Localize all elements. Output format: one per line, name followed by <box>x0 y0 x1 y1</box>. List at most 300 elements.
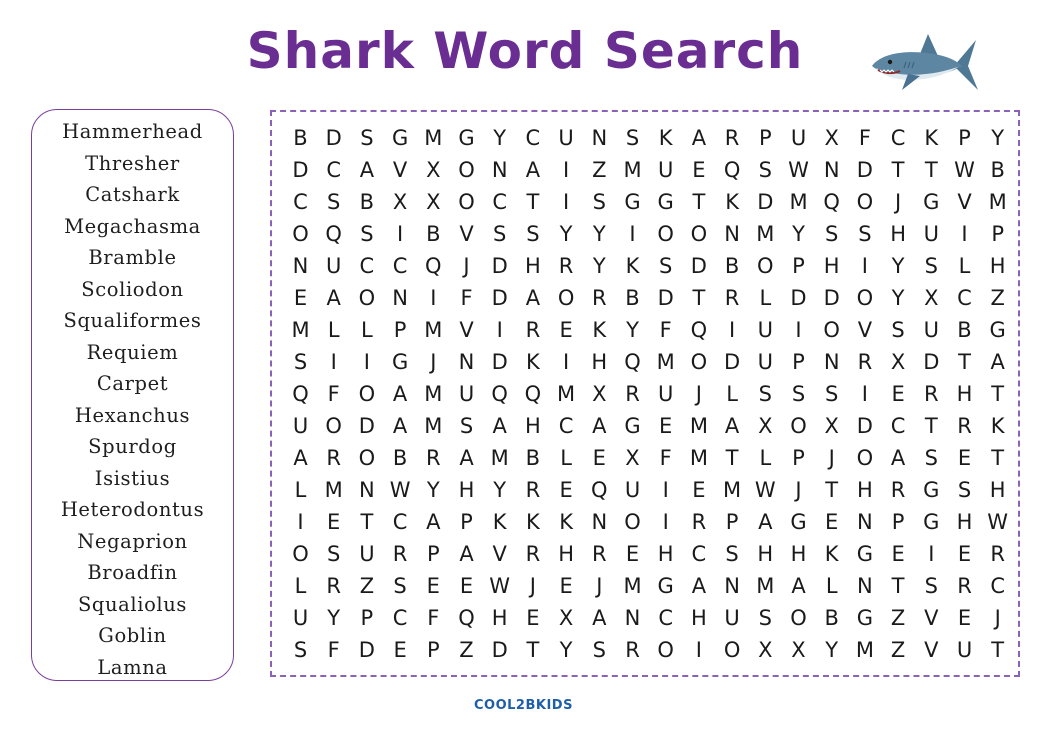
grid-letter[interactable]: O <box>757 254 774 278</box>
grid-letter[interactable]: G <box>657 574 674 598</box>
grid-letter[interactable]: T <box>991 446 1005 470</box>
grid-letter[interactable]: A <box>392 382 408 406</box>
grid-letter[interactable]: E <box>825 510 839 534</box>
grid-letter[interactable]: R <box>890 478 906 502</box>
grid-letter[interactable]: R <box>957 414 972 438</box>
grid-letter[interactable]: A <box>359 158 375 182</box>
grid-letter[interactable]: A <box>592 414 607 438</box>
grid-letter[interactable]: F <box>659 446 672 470</box>
grid-letter[interactable]: E <box>293 286 308 310</box>
grid-letter[interactable]: F <box>327 638 340 662</box>
grid-letter[interactable]: D <box>491 638 508 662</box>
grid-letter[interactable]: Q <box>524 382 542 406</box>
grid-letter[interactable]: Q <box>491 382 508 406</box>
grid-letter[interactable]: E <box>526 606 540 630</box>
grid-letter[interactable]: D <box>757 190 774 214</box>
grid-letter[interactable]: M <box>424 318 443 342</box>
grid-letter[interactable]: G <box>657 190 674 214</box>
grid-letter[interactable]: G <box>856 606 874 630</box>
grid-letter[interactable]: R <box>326 574 341 598</box>
grid-letter[interactable]: Q <box>325 222 342 246</box>
grid-letter[interactable]: S <box>758 382 772 406</box>
grid-letter[interactable]: O <box>856 190 874 214</box>
grid-letter[interactable]: B <box>990 158 1005 182</box>
grid-letter[interactable]: T <box>526 638 540 662</box>
grid-letter[interactable]: X <box>558 606 574 630</box>
grid-letter[interactable]: K <box>824 542 839 566</box>
grid-letter[interactable]: M <box>557 382 576 406</box>
grid-letter[interactable]: I <box>297 510 304 534</box>
grid-letter[interactable]: S <box>924 446 938 470</box>
grid-letter[interactable]: S <box>327 542 341 566</box>
grid-letter[interactable]: U <box>790 126 807 150</box>
grid-letter[interactable]: C <box>293 190 308 214</box>
grid-letter[interactable]: L <box>759 286 772 310</box>
grid-letter[interactable]: T <box>891 158 905 182</box>
grid-letter[interactable]: H <box>690 606 707 630</box>
grid-letter[interactable]: T <box>924 158 938 182</box>
grid-letter[interactable]: S <box>360 126 374 150</box>
grid-letter[interactable]: I <box>430 286 437 310</box>
grid-letter[interactable]: D <box>724 350 741 374</box>
grid-letter[interactable]: A <box>758 510 773 534</box>
grid-letter[interactable]: S <box>758 158 772 182</box>
grid-letter[interactable]: X <box>392 190 408 214</box>
grid-letter[interactable]: Q <box>292 382 309 406</box>
grid-letter[interactable]: T <box>924 414 938 438</box>
grid-letter[interactable]: C <box>359 254 375 278</box>
grid-letter[interactable]: B <box>724 254 740 278</box>
grid-letter[interactable]: X <box>924 286 939 310</box>
grid-letter[interactable]: O <box>292 542 309 566</box>
grid-letter[interactable]: S <box>924 574 938 598</box>
grid-letter[interactable]: H <box>458 478 475 502</box>
grid-letter[interactable]: A <box>525 286 541 310</box>
grid-letter[interactable]: M <box>623 158 642 182</box>
grid-letter[interactable]: C <box>492 190 508 214</box>
grid-letter[interactable]: B <box>525 446 541 470</box>
grid-letter[interactable]: K <box>658 126 673 150</box>
grid-letter[interactable]: S <box>327 190 341 214</box>
grid-letter[interactable]: J <box>529 574 536 598</box>
grid-letter[interactable]: S <box>293 350 308 374</box>
grid-letter[interactable]: O <box>723 638 741 662</box>
grid-letter[interactable]: L <box>294 478 307 502</box>
grid-letter[interactable]: E <box>327 510 341 534</box>
grid-letter[interactable]: O <box>823 318 840 342</box>
grid-letter[interactable]: B <box>957 318 972 342</box>
grid-letter[interactable]: S <box>293 638 308 662</box>
grid-letter[interactable]: S <box>625 126 640 150</box>
grid-letter[interactable]: H <box>790 542 807 566</box>
grid-letter[interactable]: E <box>393 638 407 662</box>
grid-letter[interactable]: O <box>657 222 674 246</box>
grid-letter[interactable]: K <box>559 510 573 534</box>
grid-letter[interactable]: Z <box>459 638 474 662</box>
grid-letter[interactable]: Y <box>327 606 341 630</box>
grid-letter[interactable]: R <box>525 318 541 342</box>
grid-letter[interactable]: H <box>657 542 674 566</box>
grid-letter[interactable]: M <box>756 222 775 246</box>
grid-letter[interactable]: C <box>392 606 408 630</box>
grid-letter[interactable]: Y <box>891 286 905 310</box>
grid-letter[interactable]: P <box>792 446 805 470</box>
grid-letter[interactable]: G <box>923 478 940 502</box>
grid-letter[interactable]: O <box>690 350 708 374</box>
grid-letter[interactable]: C <box>658 606 674 630</box>
grid-letter[interactable]: O <box>624 510 641 534</box>
grid-letter[interactable]: R <box>691 510 707 534</box>
grid-letter[interactable]: E <box>659 414 673 438</box>
grid-letter[interactable]: N <box>591 510 608 534</box>
grid-letter[interactable]: N <box>823 158 840 182</box>
grid-letter[interactable]: P <box>725 510 739 534</box>
grid-letter[interactable]: U <box>326 254 342 278</box>
grid-letter[interactable]: X <box>890 350 906 374</box>
grid-letter[interactable]: I <box>562 350 570 374</box>
grid-letter[interactable]: V <box>924 638 939 662</box>
grid-letter[interactable]: T <box>958 350 971 374</box>
grid-letter[interactable]: E <box>559 318 573 342</box>
grid-letter[interactable]: S <box>659 254 673 278</box>
grid-letter[interactable]: Y <box>493 478 507 502</box>
grid-letter[interactable]: I <box>795 318 802 342</box>
grid-letter[interactable]: C <box>890 126 906 150</box>
grid-letter[interactable]: D <box>790 286 807 310</box>
grid-letter[interactable]: D <box>292 158 309 182</box>
grid-letter[interactable]: H <box>956 382 973 406</box>
grid-letter[interactable]: K <box>924 126 939 150</box>
grid-letter[interactable]: S <box>825 222 839 246</box>
grid-letter[interactable]: N <box>724 574 740 598</box>
grid-letter[interactable]: J <box>430 350 437 374</box>
grid-letter[interactable]: U <box>923 318 939 342</box>
grid-letter[interactable]: A <box>691 574 707 598</box>
grid-letter[interactable]: R <box>857 350 873 374</box>
grid-letter[interactable]: E <box>692 158 706 182</box>
grid-letter[interactable]: P <box>393 318 407 342</box>
grid-letter[interactable]: W <box>987 510 1009 534</box>
grid-letter[interactable]: Z <box>890 638 906 662</box>
grid-letter[interactable]: I <box>562 158 570 182</box>
grid-letter[interactable]: P <box>426 638 440 662</box>
grid-letter[interactable]: L <box>726 382 738 406</box>
grid-letter[interactable]: B <box>426 222 441 246</box>
grid-letter[interactable]: H <box>989 478 1006 502</box>
grid-letter[interactable]: S <box>758 606 772 630</box>
grid-letter[interactable]: A <box>724 414 740 438</box>
grid-letter[interactable]: J <box>695 382 702 406</box>
grid-letter[interactable]: M <box>324 478 343 502</box>
grid-letter[interactable]: A <box>592 606 607 630</box>
grid-letter[interactable]: G <box>391 126 409 150</box>
grid-letter[interactable]: G <box>624 414 641 438</box>
grid-letter[interactable]: V <box>492 542 507 566</box>
grid-letter[interactable]: R <box>990 542 1005 566</box>
grid-letter[interactable]: M <box>424 126 443 150</box>
grid-letter[interactable]: P <box>460 510 473 534</box>
grid-letter[interactable]: Q <box>723 158 741 182</box>
grid-letter[interactable]: T <box>891 574 905 598</box>
grid-letter[interactable]: S <box>592 638 606 662</box>
grid-letter[interactable]: A <box>392 414 408 438</box>
grid-letter[interactable]: U <box>956 638 973 662</box>
grid-letter[interactable]: D <box>823 286 840 310</box>
grid-letter[interactable]: N <box>292 254 309 278</box>
grid-letter[interactable]: I <box>928 542 935 566</box>
grid-letter[interactable]: S <box>858 222 872 246</box>
grid-letter[interactable]: M <box>424 414 443 438</box>
grid-letter[interactable]: R <box>558 254 574 278</box>
grid-letter[interactable]: S <box>825 382 839 406</box>
grid-letter[interactable]: S <box>592 190 606 214</box>
grid-letter[interactable]: N <box>724 222 740 246</box>
grid-letter[interactable]: O <box>292 222 309 246</box>
grid-letter[interactable]: M <box>988 190 1007 214</box>
grid-letter[interactable]: A <box>990 350 1005 374</box>
grid-letter[interactable]: S <box>957 478 972 502</box>
grid-letter[interactable]: I <box>662 510 669 534</box>
grid-letter[interactable]: E <box>625 542 640 566</box>
grid-letter[interactable]: R <box>625 638 640 662</box>
grid-letter[interactable]: D <box>923 350 940 374</box>
grid-letter[interactable]: P <box>758 126 772 150</box>
grid-letter[interactable]: Y <box>493 126 507 150</box>
grid-letter[interactable]: S <box>493 222 507 246</box>
grid-letter[interactable]: L <box>759 446 772 470</box>
grid-letter[interactable]: Q <box>823 190 840 214</box>
grid-letter[interactable]: I <box>330 350 337 374</box>
grid-letter[interactable]: S <box>725 542 739 566</box>
grid-letter[interactable]: H <box>524 414 541 438</box>
grid-letter[interactable]: P <box>991 222 1005 246</box>
grid-letter[interactable]: Q <box>624 350 641 374</box>
grid-letter[interactable]: D <box>690 254 707 278</box>
grid-letter[interactable]: C <box>558 414 574 438</box>
grid-letter[interactable]: X <box>426 190 441 214</box>
grid-letter[interactable]: D <box>491 350 508 374</box>
grid-letter[interactable]: N <box>624 606 641 630</box>
grid-letter[interactable]: W <box>788 158 809 182</box>
grid-letter[interactable]: C <box>957 286 972 310</box>
grid-letter[interactable]: T <box>991 382 1005 406</box>
grid-letter[interactable]: H <box>890 222 906 246</box>
grid-letter[interactable]: K <box>725 190 739 214</box>
grid-letter[interactable]: P <box>360 606 374 630</box>
grid-letter[interactable]: E <box>559 574 573 598</box>
grid-letter[interactable]: F <box>427 606 440 630</box>
grid-letter[interactable]: R <box>426 446 441 470</box>
grid-letter[interactable]: I <box>496 318 503 342</box>
grid-letter[interactable]: P <box>792 254 805 278</box>
grid-letter[interactable]: P <box>958 126 971 150</box>
grid-letter[interactable]: M <box>723 478 742 502</box>
grid-letter[interactable]: U <box>724 606 740 630</box>
grid-letter[interactable]: K <box>526 350 540 374</box>
grid-letter[interactable]: D <box>358 414 375 438</box>
grid-letter[interactable]: M <box>756 574 775 598</box>
grid-letter[interactable]: T <box>360 510 374 534</box>
grid-letter[interactable]: K <box>625 254 640 278</box>
grid-letter[interactable]: R <box>592 542 607 566</box>
grid-letter[interactable]: M <box>689 414 708 438</box>
grid-letter[interactable]: A <box>691 126 707 150</box>
grid-letter[interactable]: I <box>562 190 570 214</box>
grid-letter[interactable]: Y <box>825 638 839 662</box>
grid-letter[interactable]: R <box>957 574 972 598</box>
grid-letter[interactable]: W <box>754 478 776 502</box>
grid-letter[interactable]: I <box>861 254 868 278</box>
grid-letter[interactable]: A <box>426 510 441 534</box>
grid-letter[interactable]: Q <box>458 606 475 630</box>
grid-letter[interactable]: D <box>491 286 508 310</box>
grid-letter[interactable]: I <box>629 222 636 246</box>
grid-letter[interactable]: Y <box>559 638 573 662</box>
grid-letter[interactable]: T <box>991 638 1005 662</box>
grid-letter[interactable]: D <box>325 126 342 150</box>
grid-letter[interactable]: U <box>923 222 939 246</box>
grid-letter[interactable]: V <box>459 318 474 342</box>
grid-letter[interactable]: J <box>994 606 1001 630</box>
grid-letter[interactable]: F <box>460 286 473 310</box>
grid-letter[interactable]: H <box>491 606 508 630</box>
grid-letter[interactable]: N <box>392 286 408 310</box>
grid-letter[interactable]: K <box>526 510 540 534</box>
grid-letter[interactable]: A <box>293 446 308 470</box>
grid-letter[interactable]: A <box>459 542 474 566</box>
grid-letter[interactable]: O <box>790 414 807 438</box>
grid-letter[interactable]: B <box>359 190 375 214</box>
grid-letter[interactable]: L <box>958 254 971 278</box>
grid-letter[interactable]: O <box>790 606 807 630</box>
grid-letter[interactable]: U <box>624 478 641 502</box>
grid-letter[interactable]: G <box>624 190 641 214</box>
grid-letter[interactable]: N <box>458 350 475 374</box>
grid-letter[interactable]: Q <box>591 478 608 502</box>
grid-letter[interactable]: E <box>426 574 440 598</box>
grid-letter[interactable]: J <box>795 478 802 502</box>
grid-letter[interactable]: D <box>358 638 375 662</box>
grid-letter[interactable]: R <box>525 478 541 502</box>
grid-letter[interactable]: X <box>758 638 773 662</box>
grid-letter[interactable]: H <box>558 542 574 566</box>
grid-letter[interactable]: Z <box>890 606 906 630</box>
grid-letter[interactable]: G <box>856 542 874 566</box>
grid-letter[interactable]: A <box>525 158 541 182</box>
grid-letter[interactable]: M <box>291 318 310 342</box>
grid-letter[interactable]: L <box>825 574 838 598</box>
grid-letter[interactable]: R <box>326 446 341 470</box>
grid-letter[interactable]: M <box>424 382 443 406</box>
grid-letter[interactable]: Y <box>592 254 606 278</box>
grid-letter[interactable]: X <box>426 158 441 182</box>
grid-letter[interactable]: R <box>625 382 640 406</box>
grid-letter[interactable]: S <box>393 574 407 598</box>
grid-letter[interactable]: X <box>592 382 607 406</box>
grid-letter[interactable]: R <box>924 382 939 406</box>
grid-letter[interactable]: I <box>363 350 370 374</box>
grid-letter[interactable]: B <box>625 286 640 310</box>
grid-letter[interactable]: U <box>292 414 309 438</box>
grid-letter[interactable]: H <box>524 254 541 278</box>
grid-letter[interactable]: E <box>957 446 972 470</box>
grid-letter[interactable]: E <box>559 478 573 502</box>
grid-letter[interactable]: M <box>490 446 509 470</box>
grid-letter[interactable]: H <box>757 542 774 566</box>
grid-letter[interactable]: W <box>954 158 975 182</box>
grid-letter[interactable]: E <box>692 478 706 502</box>
grid-letter[interactable]: G <box>923 190 940 214</box>
grid-letter[interactable]: A <box>492 414 507 438</box>
grid-letter[interactable]: X <box>758 414 773 438</box>
grid-letter[interactable]: R <box>392 542 408 566</box>
grid-letter[interactable]: S <box>891 318 905 342</box>
grid-letter[interactable]: L <box>361 318 373 342</box>
grid-letter[interactable]: F <box>659 318 672 342</box>
grid-letter[interactable]: S <box>526 222 540 246</box>
grid-letter[interactable]: I <box>695 638 702 662</box>
grid-letter[interactable]: B <box>824 606 839 630</box>
grid-letter[interactable]: Y <box>626 318 639 342</box>
grid-letter[interactable]: U <box>359 542 375 566</box>
grid-letter[interactable]: C <box>392 510 408 534</box>
grid-letter[interactable]: O <box>358 286 376 310</box>
grid-letter[interactable]: E <box>891 542 905 566</box>
grid-letter[interactable]: X <box>824 414 839 438</box>
grid-letter[interactable]: P <box>891 510 905 534</box>
grid-letter[interactable]: O <box>856 286 874 310</box>
grid-letter[interactable]: T <box>526 190 540 214</box>
grid-letter[interactable]: U <box>757 318 773 342</box>
grid-letter[interactable]: N <box>857 574 873 598</box>
grid-letter[interactable]: M <box>789 190 808 214</box>
grid-letter[interactable]: H <box>989 254 1006 278</box>
grid-letter[interactable]: C <box>326 158 342 182</box>
grid-letter[interactable]: G <box>790 510 807 534</box>
grid-letter[interactable]: K <box>990 414 1005 438</box>
grid-letter[interactable]: N <box>491 158 508 182</box>
grid-letter[interactable]: H <box>591 350 608 374</box>
grid-letter[interactable]: A <box>326 286 341 310</box>
grid-letter[interactable]: R <box>724 286 740 310</box>
grid-letter[interactable]: R <box>525 542 541 566</box>
grid-letter[interactable]: S <box>360 222 374 246</box>
grid-letter[interactable]: X <box>625 446 640 470</box>
grid-letter[interactable]: F <box>327 382 340 406</box>
grid-letter[interactable]: P <box>426 542 440 566</box>
grid-letter[interactable]: I <box>662 478 669 502</box>
grid-letter[interactable]: J <box>894 190 902 214</box>
grid-letter[interactable]: Q <box>690 318 708 342</box>
grid-letter[interactable]: G <box>391 350 409 374</box>
grid-letter[interactable]: V <box>957 190 972 214</box>
grid-letter[interactable]: L <box>560 446 572 470</box>
grid-letter[interactable]: N <box>359 478 375 502</box>
grid-letter[interactable]: I <box>961 222 968 246</box>
grid-letter[interactable]: O <box>690 222 708 246</box>
grid-letter[interactable]: O <box>458 190 475 214</box>
grid-letter[interactable]: G <box>989 318 1006 342</box>
grid-letter[interactable]: R <box>724 126 740 150</box>
grid-letter[interactable]: Z <box>592 158 607 182</box>
grid-letter[interactable]: O <box>557 286 575 310</box>
grid-letter[interactable]: J <box>463 254 470 278</box>
grid-letter[interactable]: V <box>857 318 873 342</box>
grid-letter[interactable]: O <box>657 638 674 662</box>
grid-letter[interactable]: H <box>856 478 873 502</box>
grid-letter[interactable]: T <box>692 190 706 214</box>
grid-letter[interactable]: U <box>757 350 773 374</box>
